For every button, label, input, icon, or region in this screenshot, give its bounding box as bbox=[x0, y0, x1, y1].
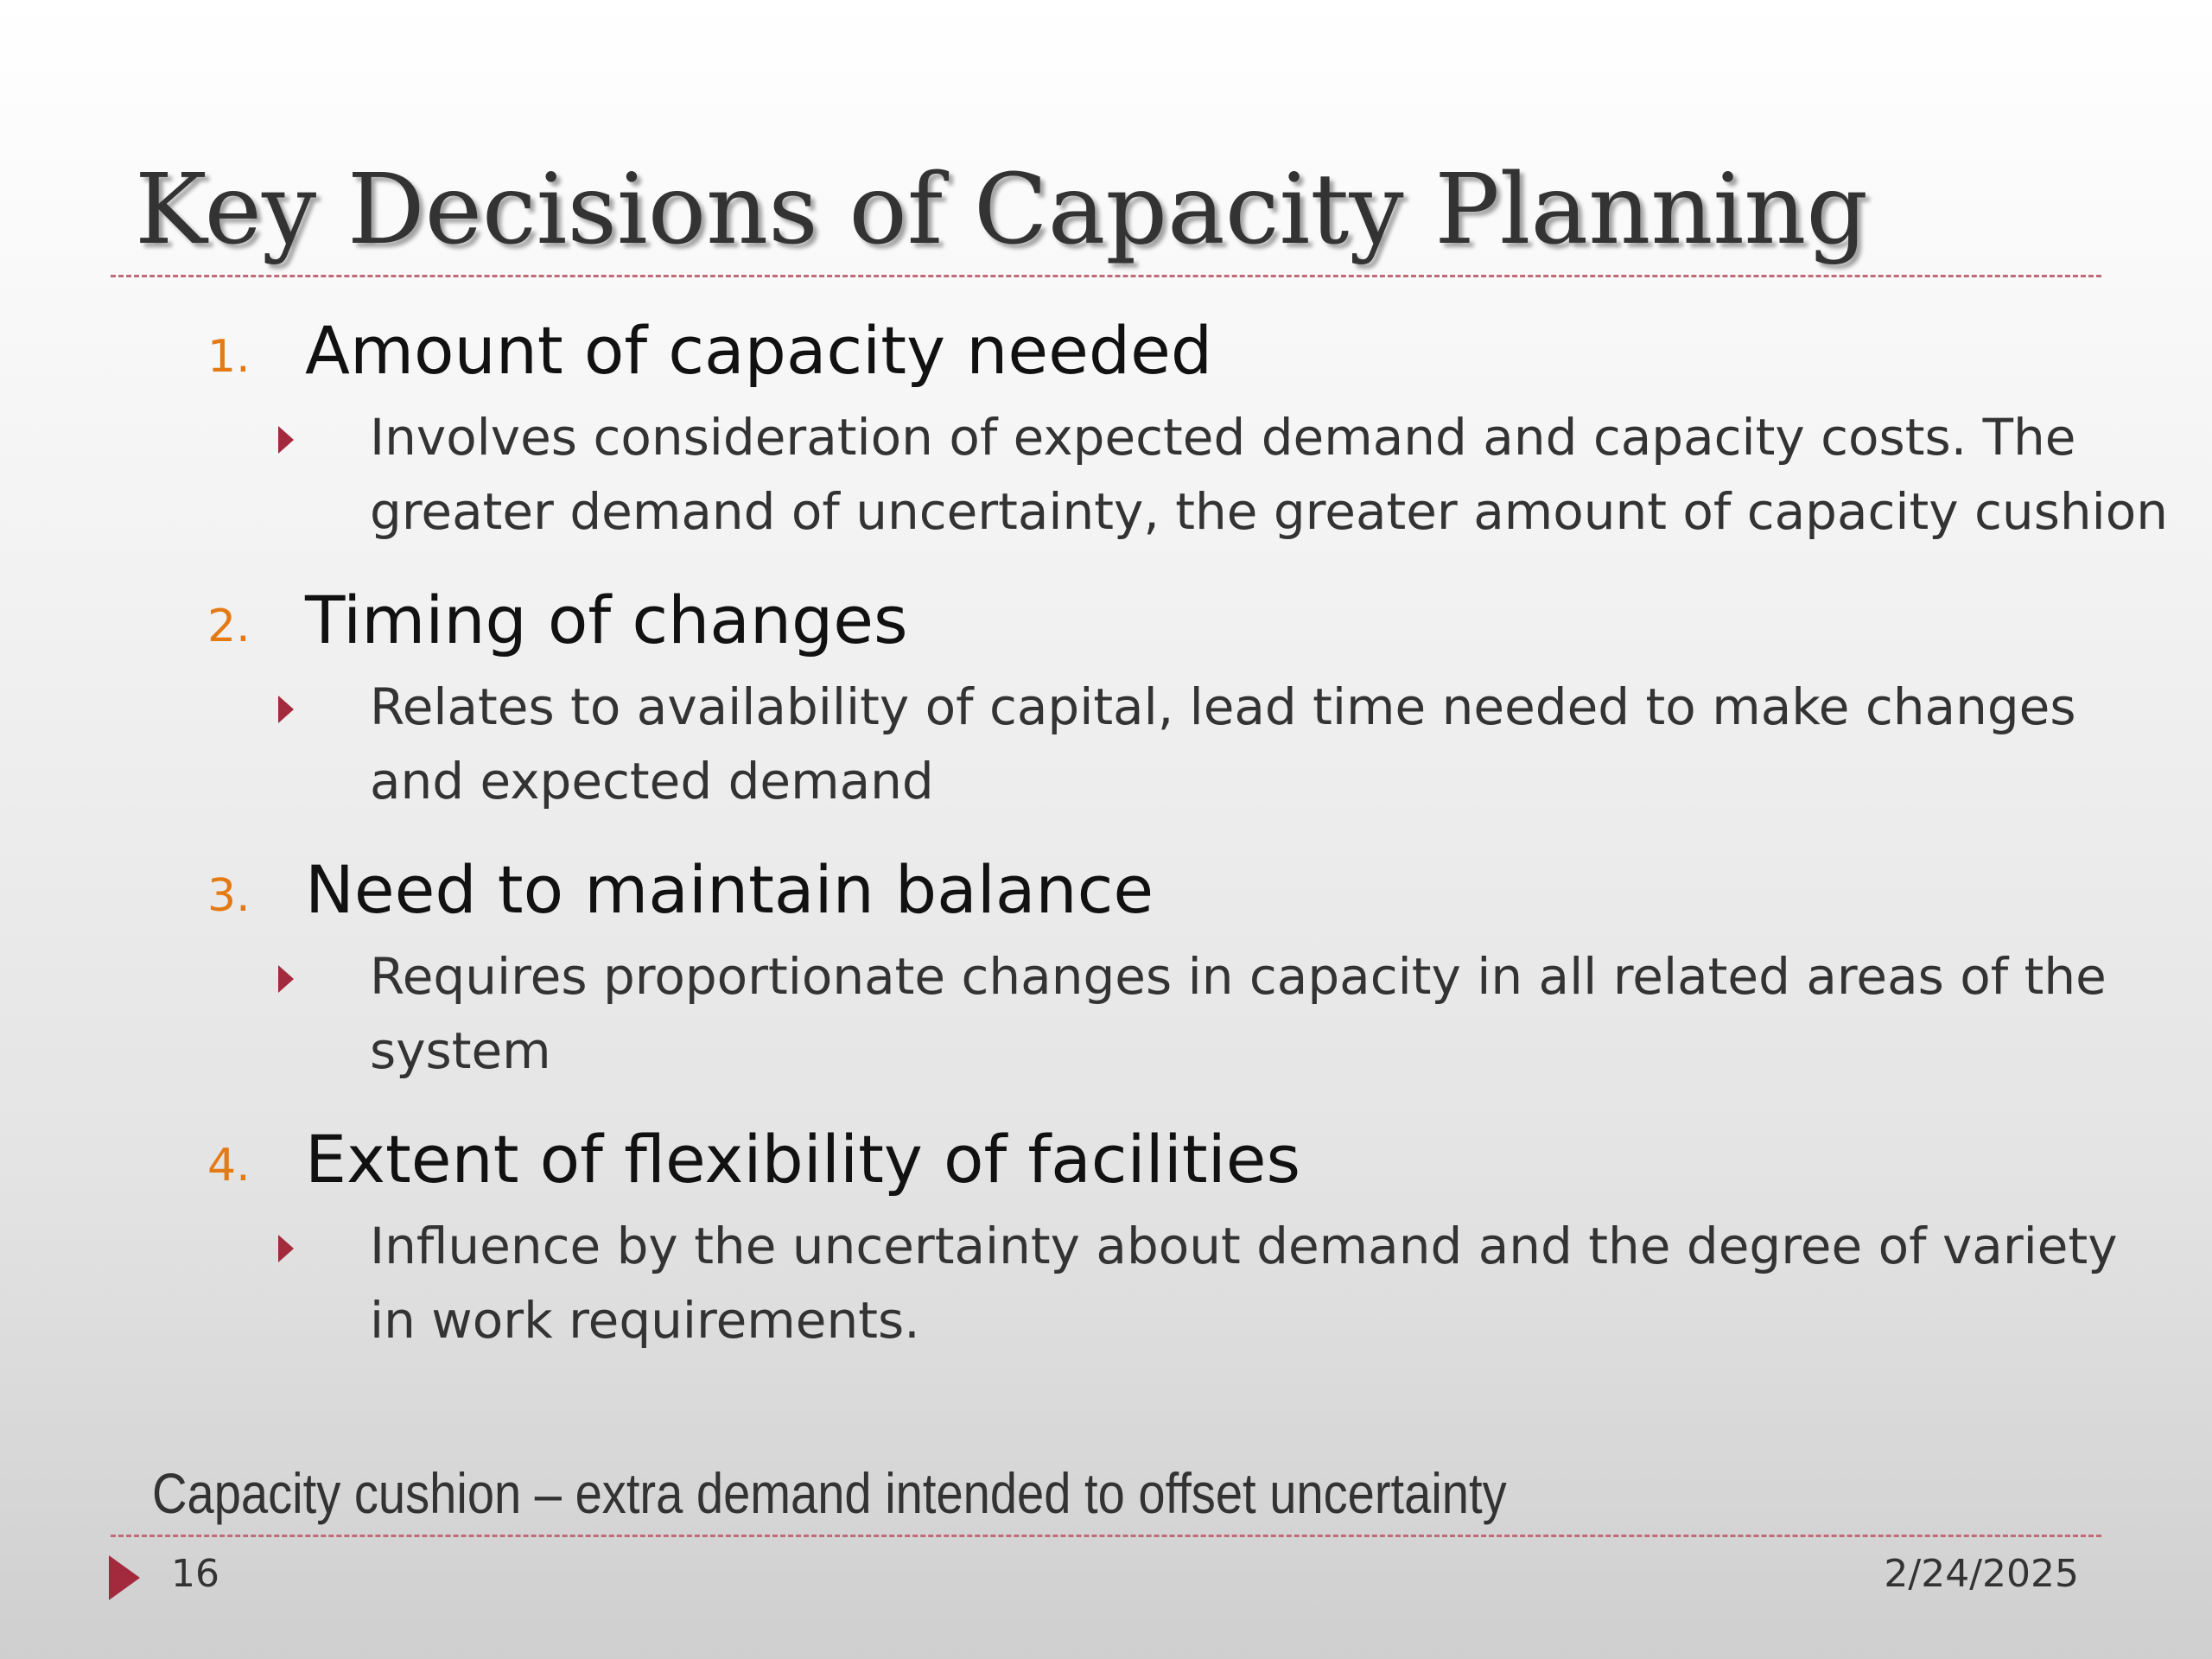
decision-list bbox=[0, 307, 2212, 1385]
list-item-detail bbox=[0, 670, 2212, 846]
list-item-number: 2. bbox=[207, 601, 251, 652]
list-item-detail bbox=[0, 1209, 2212, 1385]
list-item-header bbox=[0, 846, 2212, 939]
list-item-title: Need to maintain balance bbox=[305, 851, 1154, 928]
bullet-arrow-icon bbox=[278, 696, 294, 723]
list-item-number: 1. bbox=[207, 331, 251, 383]
page-number: 16 bbox=[171, 1552, 219, 1596]
list-item-detail bbox=[0, 400, 2212, 576]
bullet-arrow-icon bbox=[278, 1235, 294, 1262]
list-item-detail-text: Relates to availability of capital, lead time needed to make changes and expected demand bbox=[370, 677, 2076, 810]
bullet-arrow-icon bbox=[278, 426, 294, 454]
list-item-title: Amount of capacity needed bbox=[305, 312, 1213, 389]
list-item-header bbox=[0, 576, 2212, 670]
list-item-detail bbox=[0, 939, 2212, 1116]
footer-divider bbox=[111, 1535, 2101, 1537]
list-item-detail-text: Requires proportionate changes in capacity in all related areas of the system bbox=[370, 947, 2107, 1080]
slide-title: Key Decisions of Capacity Planning bbox=[135, 154, 1869, 266]
list-item bbox=[0, 307, 2212, 576]
list-item-title: Timing of changes bbox=[305, 582, 908, 658]
list-item-number: 3. bbox=[207, 870, 251, 922]
list-item bbox=[0, 1116, 2212, 1385]
footnote-text: Capacity cushion – extra demand intended to offset uncertainty bbox=[152, 1461, 1507, 1525]
list-item-number: 4. bbox=[207, 1140, 251, 1192]
list-item bbox=[0, 576, 2212, 846]
slide-date: 2/24/2025 bbox=[1884, 1552, 2079, 1596]
title-divider bbox=[111, 275, 2101, 277]
bullet-arrow-icon bbox=[278, 965, 294, 993]
list-item-header bbox=[0, 1116, 2212, 1209]
list-item-detail-text: Influence by the uncertainty about demand and the degree of variety in work requirements. bbox=[370, 1217, 2118, 1350]
footer-arrow-icon bbox=[109, 1555, 140, 1600]
list-item-detail-text: Involves consideration of expected demand and capacity costs. The greater demand of uncertainty, the greater amount of capacity cushion bbox=[370, 408, 2169, 541]
list-item-header bbox=[0, 307, 2212, 400]
list-item bbox=[0, 846, 2212, 1116]
list-item-title: Extent of flexibility of facilities bbox=[305, 1121, 1301, 1198]
